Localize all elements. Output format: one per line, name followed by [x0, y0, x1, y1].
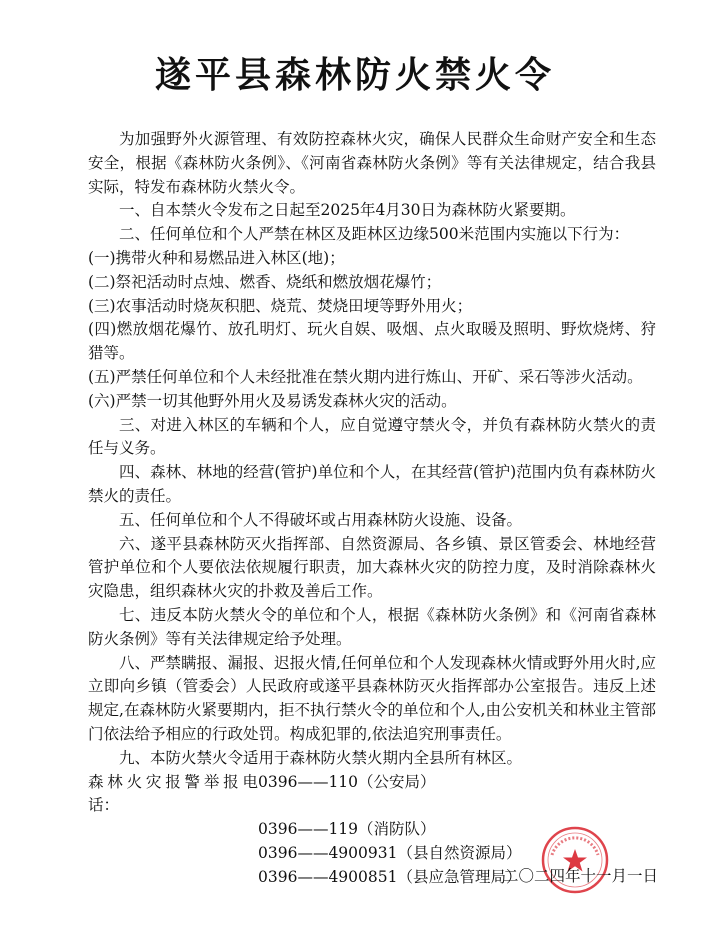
paragraph-8: 八、严禁瞒报、漏报、迟报火情,任何单位和个人发现森林火情或野外用火时,应立即向乡镇（管委会）人民政府或遂平县森林防灭火指挥部办公室报告。违反上述规定,在森林防火紧要期内，拒不执行禁火令的单位和个人,由公安机关和林业主管部门依法给予相应的行政处罚。构成犯罪的,依法追究刑事责任。 — [88, 653, 656, 743]
sub-item-6: (六)严禁一切其他野外用火及易诱发森林火灾的活动。 — [88, 391, 457, 410]
phone-number: 0396——4900851（县应急管理局） — [258, 867, 522, 886]
sub-item-3: (三)农事活动时烧灰积肥、烧荒、焚烧田埂等野外用火； — [88, 296, 473, 315]
paragraph-7: 七、违反本防火禁火令的单位和个人，根据《森林防火条例》和《河南省森林防火条例》等有关法律规定给予处理。 — [88, 605, 656, 648]
phone-row — [88, 771, 656, 819]
paragraph-1: 一、自本禁火令发布之日起至2025年4月30日为森林防火紧要期。 — [119, 201, 576, 220]
paragraph-intro: 为加强野外火源管理、有效防控森林火灾，确保人民群众生命财产安全和生态安全，根据《森林防火条例》、《河南省森林防火条例》等有关法律规定，结合我县实际，特发布森林防火禁火令。 — [88, 130, 656, 196]
document-body — [88, 128, 659, 890]
paragraph-4: 四、森林、林地的经营(管护)单位和个人，在其经营(管护)范围内负有森林防火禁火的责任。 — [88, 463, 656, 505]
phone-number: 0396——119（消防队） — [258, 820, 436, 839]
sub-item-4: (四)燃放烟花爆竹、放孔明灯、玩火自娱、吸烟、点火取暖及照明、野炊烧烤、狩猎等。 — [88, 320, 656, 363]
paragraph-2: 二、任何单位和个人严禁在林区及距林区边缘500米范围内实施以下行为： — [119, 225, 630, 244]
paragraph-9: 九、本防火禁火令适用于森林防火禁火期内全县所有林区。 — [119, 748, 523, 767]
sub-item-2: (二)祭祀活动时点烛、燃香、烧纸和燃放烟花爆竹； — [88, 272, 442, 291]
issue-date: 二〇二四年十一月一日 — [503, 867, 659, 885]
page-title: 遂平县森林防火禁火令 — [154, 55, 555, 96]
sub-item-5: (五)严禁任何单位和个人未经批准在禁火期内进行炼山、开矿、采石等涉火活动。 — [88, 367, 643, 386]
phone-label: 森林火灾报警举报电话： — [88, 772, 258, 815]
paragraph-3: 三、对进入林区的车辆和个人，应自觉遵守禁火令，并负有森林防火禁火的责任与义务。 — [88, 415, 656, 458]
paragraph-6: 六、遂平县森林防灭火指挥部、自然资源局、各乡镇、景区管委会、林地经营管护单位和个人要依法依规履行职责，加大森林火灾的防控力度，及时消除森林火灾隐患，组织森林火灾的扑救及善后工作。 — [88, 534, 656, 601]
sub-item-1: (一)携带火种和易燃品进入林区(地)； — [88, 248, 345, 267]
phone-number: 0396——110（公安局） — [258, 772, 436, 791]
phone-number: 0396——4900931（县自然资源局） — [258, 843, 522, 862]
paragraph-5: 五、任何单位和个人不得破坏或占用森林防火设施、设备。 — [119, 510, 523, 529]
